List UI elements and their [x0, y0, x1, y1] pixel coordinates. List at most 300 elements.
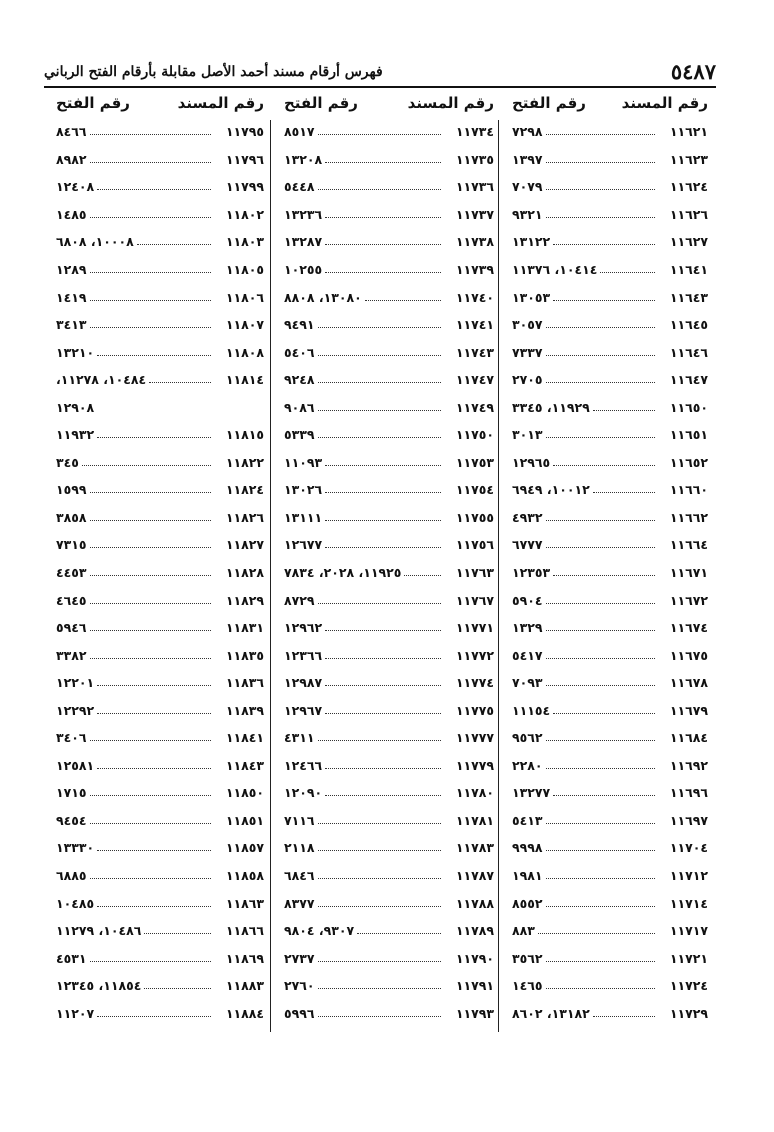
index-rows: [56, 118, 264, 1027]
musnad-number: ١١٦٤١: [669, 262, 708, 277]
dot-leader: [90, 541, 211, 548]
fath-number: ٣٤٠٦: [56, 730, 87, 746]
index-column-right: [512, 88, 708, 1027]
index-entry: [284, 669, 494, 697]
header-musnad-label: رقم المسند: [621, 94, 708, 112]
musnad-number: ١١٧٩٠: [455, 950, 494, 966]
musnad-number: ١١٨٦٩: [225, 950, 264, 966]
fath-number: ١٣٢٧٧: [512, 785, 551, 801]
fath-number: ١٢٩٨٧: [284, 675, 323, 691]
index-entry: [56, 917, 264, 945]
index-entry: [512, 531, 708, 559]
fath-number: ١٥٩٩: [56, 482, 87, 498]
index-entry: [512, 421, 708, 449]
fath-number: ١٣٢٠٨: [284, 151, 323, 167]
fath-number: ٨٨٣: [512, 923, 535, 939]
fath-number: ٥٩٩٦: [284, 1005, 315, 1021]
index-entry: [284, 752, 494, 780]
fath-number: ١٠٤١٤، ١١٣٧٦: [512, 262, 598, 277]
dot-leader: [318, 183, 441, 190]
musnad-number: ١١٨٣١: [225, 620, 264, 636]
fath-number: ١٠٤٨٤، ١١٢٧٨،: [56, 372, 147, 388]
musnad-number: ١١٧٨٣: [455, 840, 494, 856]
index-entry: [512, 393, 708, 421]
index-entry: [284, 807, 494, 835]
index-entry: [284, 1000, 494, 1028]
index-entry: [284, 917, 494, 945]
dot-leader: [546, 211, 655, 218]
fath-number: ٩٢٤٨: [284, 372, 315, 388]
index-entry: [284, 889, 494, 917]
dot-leader: [325, 156, 441, 163]
index-entry: [56, 614, 264, 642]
fath-number: ١٢٩٦٥: [512, 454, 551, 470]
index-entry: [56, 889, 264, 917]
fath-number: ١٣٩٧: [512, 151, 543, 167]
musnad-number: ١١٨٢٦: [225, 509, 264, 525]
fath-number: ١٧١٥: [56, 785, 87, 801]
index-entry: [284, 559, 494, 587]
dot-leader: [318, 900, 441, 907]
dot-leader: [553, 569, 655, 576]
page-title: فهرس أرقام مسند أحمد الأصل مقابلة بأرقام الفتح الرباني: [44, 64, 383, 80]
fath-number: ٢٢٨٠: [512, 757, 543, 773]
dot-leader: [97, 707, 211, 714]
index-entry: [512, 559, 708, 587]
dot-leader: [553, 238, 655, 245]
fath-number: ٥٣٣٩: [284, 427, 315, 443]
musnad-number: ١١٨٣٦: [225, 675, 264, 691]
musnad-number: ١١٧٢٩: [669, 1005, 708, 1021]
musnad-number: ١١٦٥١: [669, 427, 708, 443]
fath-number: ٧٠٧٩: [512, 179, 543, 195]
index-entry: [284, 972, 494, 1000]
musnad-number: ١١٧٥٤: [455, 482, 494, 498]
musnad-number: ١١٧٠٤: [669, 840, 708, 856]
dot-leader: [325, 789, 441, 796]
index-entry: [512, 476, 708, 504]
dot-leader: [318, 321, 441, 328]
fath-number: ١٣٠٨٠، ٨٨٠٨: [284, 289, 362, 305]
fath-number: ١٢٢٩٢: [56, 702, 95, 718]
fath-number: ٤٦٤٥: [56, 592, 87, 608]
musnad-number: ١١٨٠٢: [225, 206, 264, 222]
musnad-number: ١١٧٤٣: [455, 344, 494, 360]
fath-number: ١٢٣٦٦: [284, 647, 323, 663]
fath-number: ٤٣١١: [284, 730, 315, 746]
dot-leader: [325, 486, 441, 493]
dot-leader: [553, 459, 655, 466]
index-entry: [512, 1000, 708, 1028]
fath-number: ١٤١٩: [56, 289, 87, 305]
dot-leader: [97, 679, 211, 686]
index-entry: [56, 752, 264, 780]
index-entry: [56, 201, 264, 229]
dot-leader: [546, 817, 655, 824]
fath-number: ١٢٩٦٢: [284, 620, 323, 636]
musnad-number: ١١٧٩٩: [225, 179, 264, 195]
musnad-number: ١١٧٥٦: [455, 537, 494, 553]
musnad-number: ١١٦٦٤: [669, 537, 708, 553]
musnad-number: ١١٦٤٦: [669, 344, 708, 360]
musnad-number: ١١٧٧٢: [455, 647, 494, 663]
musnad-number: ١١٨٠٥: [225, 262, 264, 277]
fath-number: ٥٤٠٦: [284, 344, 315, 360]
fath-number: ١٣٣٣٠: [56, 840, 95, 856]
fath-number: ٣٨٥٨: [56, 509, 87, 525]
dot-leader: [546, 955, 655, 962]
index-entry: [56, 724, 264, 752]
index-entry: [56, 311, 264, 339]
fath-number: ٤٥٣١: [56, 950, 87, 966]
fath-number: ١٠٠٠٨، ٦٨٠٨: [56, 234, 134, 250]
musnad-number: ١١٦٢٤: [669, 179, 708, 195]
fath-number: ٨٤٦٦: [56, 124, 87, 140]
dot-leader: [546, 541, 655, 548]
dot-leader: [325, 266, 441, 273]
dot-leader: [97, 183, 211, 190]
header-fath-label: رقم الفتح: [512, 94, 586, 112]
index-entry: [284, 146, 494, 174]
dot-leader: [546, 679, 655, 686]
index-entry: [56, 393, 264, 421]
musnad-number: ١١٦٧٩: [669, 702, 708, 718]
musnad-number: ١١٨٠٦: [225, 289, 264, 305]
fath-number: ٢٧٦٠: [284, 978, 315, 994]
musnad-number: ١١٨٠٣: [225, 234, 264, 250]
header-musnad-label: رقم المسند: [177, 94, 264, 112]
index-entry: [512, 228, 708, 256]
header-musnad-label: رقم المسند: [407, 94, 494, 112]
index-entry: [56, 338, 264, 366]
dot-leader: [90, 597, 211, 604]
fath-number: ٣٤٥: [56, 454, 79, 470]
fath-number: ١٣٠٢٦: [284, 482, 323, 498]
musnad-number: ١١٧٣٤: [455, 124, 494, 140]
musnad-number: ١١٧٧٩: [455, 757, 494, 773]
header-fath-label: رقم الفتح: [56, 94, 130, 112]
index-entry: [56, 696, 264, 724]
index-entry: [512, 146, 708, 174]
index-entry: [512, 311, 708, 339]
musnad-number: ١١٧٥٣: [455, 454, 494, 470]
index-entry: [512, 256, 708, 284]
index-entry: [284, 338, 494, 366]
index-entry: [284, 641, 494, 669]
fath-number: ٨٩٨٢: [56, 151, 87, 167]
fath-number: ٥٩٠٤: [512, 592, 543, 608]
dot-leader: [546, 762, 655, 769]
index-entry: [512, 641, 708, 669]
musnad-number: ١١٨٨٤: [225, 1005, 264, 1021]
column-header: [56, 88, 264, 118]
musnad-number: ١١٦٧٢: [669, 592, 708, 608]
fath-number: ١٢٨٩: [56, 262, 87, 277]
dot-leader: [546, 156, 655, 163]
fath-number: ٣٣٨٢: [56, 647, 87, 663]
index-entry: [56, 559, 264, 587]
dot-leader: [546, 321, 655, 328]
fath-number: ١١٨٥٤، ١٢٣٤٥: [56, 978, 142, 994]
dot-leader: [325, 679, 441, 686]
musnad-number: ١١٦٥٢: [669, 454, 708, 470]
dot-leader: [404, 569, 441, 576]
dot-leader: [325, 459, 441, 466]
fath-number: ٢١١٨: [284, 840, 315, 856]
fath-number: ٧٢٩٨: [512, 124, 543, 140]
fath-number: ١١٢٠٧: [56, 1005, 95, 1021]
index-entry: [284, 421, 494, 449]
index-entry: [512, 944, 708, 972]
fath-number: ١١٩٢٩، ٣٣٤٥: [512, 399, 590, 415]
index-entry: [284, 311, 494, 339]
column-header: [284, 88, 494, 118]
musnad-number: ١١٦٢٦: [669, 206, 708, 222]
fath-number: ١١٠٩٣: [284, 454, 323, 470]
dot-leader: [90, 156, 211, 163]
musnad-number: ١١٧٥٠: [455, 427, 494, 443]
dot-leader: [97, 431, 211, 438]
musnad-number: ١١٨٥٧: [225, 840, 264, 856]
index-entry: [512, 779, 708, 807]
musnad-number: ١١٦٧١: [669, 565, 708, 581]
fath-number: ٣٠٥٧: [512, 317, 543, 333]
musnad-number: ١١٧١٢: [669, 868, 708, 884]
musnad-number: ١١٧٣٥: [455, 151, 494, 167]
musnad-number: ١١٧٨٨: [455, 895, 494, 911]
fath-number: ١٠٤٨٥: [56, 895, 95, 911]
index-entry: [512, 917, 708, 945]
fath-number: ٨٣٧٧: [284, 895, 315, 911]
musnad-number: ١١٧٤١: [455, 317, 494, 333]
fath-number: ٩٥٦٢: [512, 730, 543, 746]
dot-leader: [90, 211, 211, 218]
dot-leader: [593, 404, 655, 411]
musnad-number: ١١٧٨٠: [455, 785, 494, 801]
index-entry: [56, 807, 264, 835]
musnad-number: ١١٨٦٣: [225, 895, 264, 911]
fath-number: ٧٣٣٧: [512, 344, 543, 360]
header-fath-label: رقم الفتح: [284, 94, 358, 112]
fath-number: ١١٩٢٥، ٢٠٢٨، ٧٨٣٤: [284, 565, 402, 581]
index-entry: [284, 531, 494, 559]
fath-number: ١٢٤٦٦: [284, 757, 323, 773]
dot-leader: [546, 624, 655, 631]
fath-number: ٤٤٥٣: [56, 565, 87, 581]
fath-number: ٩٣٢١: [512, 206, 543, 222]
column-divider: [498, 120, 499, 1032]
musnad-number: ١١٦٦٠: [669, 482, 708, 498]
dot-leader: [325, 652, 441, 659]
index-entry: [56, 531, 264, 559]
musnad-number: ١١٧١٤: [669, 895, 708, 911]
fath-number: ٦٨٨٥: [56, 868, 87, 884]
dot-leader: [97, 762, 211, 769]
index-entry: [284, 779, 494, 807]
index-entry: [56, 421, 264, 449]
index-entry: [56, 1000, 264, 1028]
fath-number: ٩٩٩٨: [512, 840, 543, 856]
index-entry: [56, 283, 264, 311]
index-entry: [284, 173, 494, 201]
fath-number: ٦٧٧٧: [512, 537, 543, 553]
fath-number: ١٢٠٩٠: [284, 785, 323, 801]
fath-number: ٥٤١٣: [512, 812, 543, 828]
musnad-number: ١١٦٧٥: [669, 647, 708, 663]
index-entry: [284, 118, 494, 146]
fath-number: ١٤٨٥: [56, 206, 87, 222]
index-entry: [512, 586, 708, 614]
index-entry: [284, 586, 494, 614]
index-entry: [284, 201, 494, 229]
fath-number: ٦٨٤٦: [284, 868, 315, 884]
fath-number: ١٩٨١: [512, 868, 543, 884]
index-entry: [284, 449, 494, 477]
index-entry: [512, 338, 708, 366]
fath-number: ١٢٤٠٨: [56, 179, 95, 195]
index-rows: [284, 118, 494, 1027]
musnad-number: ١١٦٩٢: [669, 757, 708, 773]
dot-leader: [546, 982, 655, 989]
index-entry: [56, 504, 264, 532]
musnad-number: ١١٦٨٤: [669, 730, 708, 746]
dot-leader: [90, 514, 211, 521]
musnad-number: ١١٧٢١: [669, 950, 708, 966]
musnad-number: ١١٦٤٣: [669, 289, 708, 305]
musnad-number: ١١٨٨٣: [225, 978, 264, 994]
dot-leader: [90, 817, 211, 824]
musnad-number: ١١٨٢٨: [225, 565, 264, 581]
musnad-number: ١١٧٣٦: [455, 179, 494, 195]
musnad-number: ١١٧٩١: [455, 978, 494, 994]
fath-number: ١٢٢٠١: [56, 675, 95, 691]
musnad-number: ١١٦٢٧: [669, 234, 708, 250]
fath-number: ٩٠٨٦: [284, 399, 315, 415]
dot-leader: [97, 349, 211, 356]
dot-leader: [90, 266, 211, 273]
fath-number: ٣٥٦٢: [512, 950, 543, 966]
dot-leader: [149, 376, 211, 383]
index-entry: [56, 834, 264, 862]
musnad-number: ١١٧٨٩: [455, 923, 494, 939]
musnad-number: ١١٦٤٧: [669, 372, 708, 388]
musnad-number: ١١٧١٧: [669, 923, 708, 939]
index-entry: [284, 476, 494, 504]
fath-number: ١٠٢٥٥: [284, 262, 323, 277]
musnad-number: ١١٨٥١: [225, 812, 264, 828]
dot-leader: [325, 211, 441, 218]
musnad-number: ١١٦٧٤: [669, 620, 708, 636]
index-entry: [512, 834, 708, 862]
fath-number: ١٣١١١: [284, 509, 323, 525]
fath-number: ١٢٣٥٣: [512, 565, 551, 581]
dot-leader: [318, 1010, 441, 1017]
fath-number: ١٢٩٦٧: [284, 702, 323, 718]
musnad-number: ١١٨٢٢: [225, 454, 264, 470]
dot-leader: [553, 294, 655, 301]
dot-leader: [325, 238, 441, 245]
dot-leader: [325, 514, 441, 521]
fath-number: ١٣٠٥٣: [512, 289, 551, 305]
dot-leader: [318, 817, 441, 824]
index-entry: [512, 366, 708, 394]
index-entry: [56, 862, 264, 890]
musnad-number: ١١٦٢١: [669, 124, 708, 140]
index-entry: [284, 724, 494, 752]
musnad-number: ١١٧٩٥: [225, 124, 264, 140]
dot-leader: [546, 844, 655, 851]
index-entry: [56, 641, 264, 669]
fath-number: ٤٩٣٢: [512, 509, 543, 525]
dot-leader: [546, 652, 655, 659]
fath-number: ١٢٥٨١: [56, 757, 95, 773]
musnad-number: ١١٧٦٧: [455, 592, 494, 608]
fath-number: ١١٩٣٢: [56, 427, 95, 443]
musnad-number: ١١٨٢٤: [225, 482, 264, 498]
fath-number: ٣٠١٣: [512, 427, 543, 443]
index-entry: [512, 862, 708, 890]
index-entry: [56, 173, 264, 201]
dot-leader: [82, 459, 211, 466]
index-entry: [512, 504, 708, 532]
index-entry: [512, 972, 708, 1000]
fath-number: ١٣٢٣٦: [284, 206, 323, 222]
musnad-number: ١١٧٧٧: [455, 730, 494, 746]
index-entry: [56, 972, 264, 1000]
index-entry: [56, 779, 264, 807]
fath-number: ٢٧٣٧: [284, 950, 315, 966]
dot-leader: [593, 1010, 655, 1017]
musnad-number: ١١٨٠٧: [225, 317, 264, 333]
dot-leader: [318, 431, 441, 438]
column-divider: [270, 120, 271, 1032]
dot-leader: [546, 128, 655, 135]
dot-leader: [538, 927, 655, 934]
index-entry: [284, 834, 494, 862]
index-entry: [56, 944, 264, 972]
index-entry: [512, 449, 708, 477]
fath-number: ١٠٤٨٦، ١١٢٧٩: [56, 923, 142, 939]
dot-leader: [90, 321, 211, 328]
index-entry: [512, 669, 708, 697]
dot-leader: [325, 707, 441, 714]
index-entry: [284, 862, 494, 890]
dot-leader: [97, 844, 211, 851]
index-entry: [512, 807, 708, 835]
index-entry: [56, 476, 264, 504]
musnad-number: ١١٦٩٦: [669, 785, 708, 801]
page-number: ٥٤٨٧: [670, 59, 716, 84]
dot-leader: [318, 376, 441, 383]
fath-number: ١٣٢٨٧: [284, 234, 323, 250]
fath-number: ١٢٩٠٨: [56, 399, 95, 415]
dot-leader: [90, 652, 211, 659]
dot-leader: [318, 128, 441, 135]
fath-number: ١٣٢١٠: [56, 344, 95, 360]
dot-leader: [546, 431, 655, 438]
dot-leader: [318, 982, 441, 989]
dot-leader: [97, 1010, 211, 1017]
musnad-number: ١١٧٧٥: [455, 702, 494, 718]
musnad-number: ١١٨١٥: [225, 427, 264, 443]
dot-leader: [318, 597, 441, 604]
page-header: [44, 59, 716, 84]
fath-number: ٥٤٤٨: [284, 179, 315, 195]
musnad-number: ١١٧٤٧: [455, 372, 494, 388]
index-entry: [284, 696, 494, 724]
fath-number: ٣٤١٣: [56, 317, 87, 333]
fath-number: ٩٣٠٧، ٩٨٠٤: [284, 923, 355, 939]
